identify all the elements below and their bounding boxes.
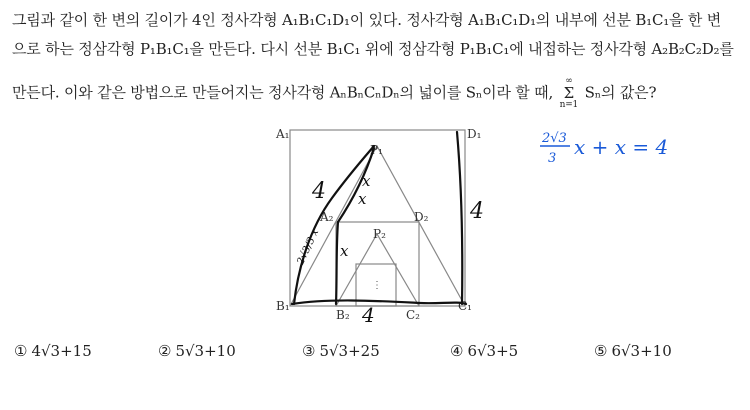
choice-2[interactable] [158, 342, 236, 360]
pen-right-side [457, 132, 462, 304]
pen-vertical [336, 222, 338, 304]
label-D1: D₁ [467, 127, 482, 141]
label-C2: C₂ [406, 308, 420, 322]
problem-line-3 [12, 77, 656, 110]
choice-5-text: 6√3+10 [611, 342, 672, 360]
geometry-figure [270, 118, 485, 323]
problem-line-2: 으로 하는 정삼각형 P₁B₁C₁을 만든다. 다시 선분 B₁C₁ 위에 정삼각형 P₁B₁C₁에 내접하는 정사각형 A₂B₂C₂D₂를 [12, 40, 734, 58]
choice-4-text: 6√3+5 [467, 342, 519, 360]
hw-side-left: 4 [312, 179, 326, 204]
problem-line-3-text: 만든다. 이와 같은 방법으로 만들어지는 정사각형 AₙBₙCₙDₙ의 넓이를 Sₙ이라 할 때, [12, 83, 554, 102]
label-B1: B₁ [276, 299, 290, 313]
choice-1[interactable] [14, 342, 92, 360]
label-B2: B₂ [336, 308, 350, 322]
sum-lower-limit: n=1 [559, 100, 579, 110]
label-dots: ⋮ [372, 280, 382, 291]
choice-5-number: ⑤ [594, 342, 608, 360]
pen-bottom [292, 300, 466, 304]
problem-line-1: 그림과 같이 한 변의 길이가 4인 정사각형 A₁B₁C₁D₁이 있다. 정사각형 A₁B₁C₁D₁의 내부에 선분 B₁C₁을 한 변 [12, 11, 722, 29]
choice-4-number: ④ [450, 342, 464, 360]
label-D2: D₂ [414, 210, 429, 224]
label-A2: A₂ [320, 210, 334, 224]
hw-x-top: x [362, 172, 371, 190]
note-fraction-denominator: 3 [548, 151, 557, 166]
hw-side-right: 4 [470, 199, 484, 224]
summation-symbol [560, 77, 578, 110]
sum-sigma: Σ [563, 84, 575, 102]
label-P2: P₂ [373, 227, 386, 241]
handwritten-note [536, 122, 676, 177]
hw-expr-left: 2√3/3 x [295, 227, 322, 267]
handwritten-strokes [292, 132, 466, 304]
hw-x-small: x [340, 242, 349, 260]
problem-line-3-end: Sₙ의 값은? [584, 83, 657, 102]
note-fraction-numerator: 2√3 [542, 131, 567, 146]
choice-3[interactable] [302, 342, 380, 360]
label-A1: A₁ [276, 127, 290, 141]
choice-3-number: ③ [302, 342, 316, 360]
label-P1: P₁ [370, 143, 383, 157]
hw-side-bottom: 4 [362, 303, 375, 323]
sum-upper-limit: ∞ [565, 76, 573, 86]
choice-2-text: 5√3+10 [175, 342, 236, 360]
choice-5[interactable] [594, 342, 672, 360]
choice-2-number: ② [158, 342, 172, 360]
label-C1: C₁ [458, 299, 472, 313]
choice-1-number: ① [14, 342, 28, 360]
choice-3-text: 5√3+25 [319, 342, 380, 360]
note-equation-rest: x + x = 4 [574, 135, 669, 159]
choice-4[interactable] [450, 342, 518, 360]
hw-x-mid: x [358, 190, 367, 208]
choice-1-text: 4√3+15 [31, 342, 92, 360]
